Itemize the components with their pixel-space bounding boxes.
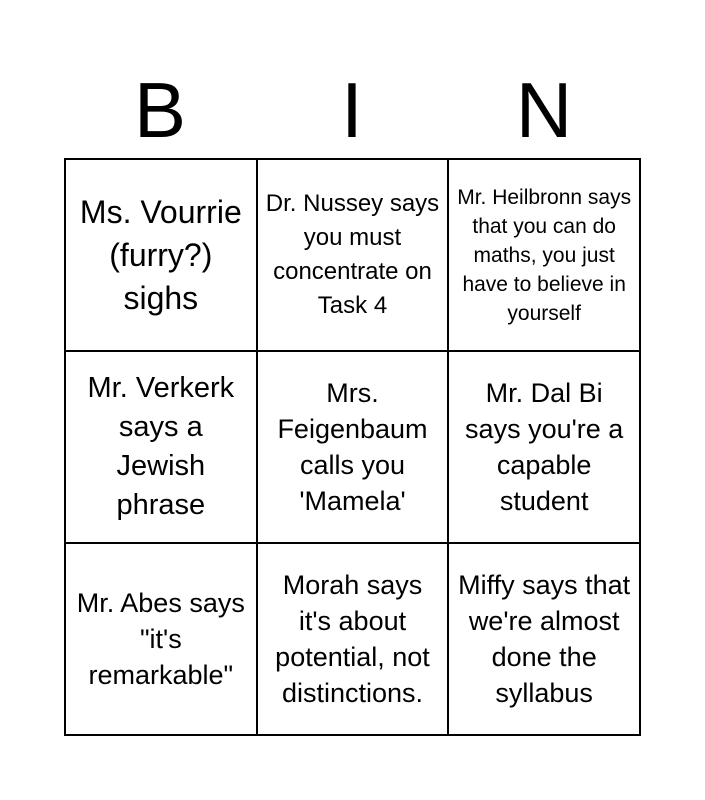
cell-text: Mr. Abes says "it's remarkable" <box>76 588 245 690</box>
bingo-board <box>64 158 641 736</box>
cell-text: Mr. Verkerk says a Jewish phrase <box>87 372 235 521</box>
cell-text: Mr. Dal Bi says you're a capable student <box>465 378 624 516</box>
bingo-cell-r2-c2[interactable] <box>258 352 450 544</box>
bingo-cell-r1-c3[interactable] <box>449 160 641 352</box>
cell-text: Miffy says that we're almost done the syllabus <box>458 570 631 708</box>
bingo-cell-r1-c1[interactable] <box>66 160 258 352</box>
bingo-cell-r3-c1[interactable] <box>66 544 258 736</box>
bingo-cell-r2-c3[interactable] <box>449 352 641 544</box>
header-letter-n: N <box>515 66 573 154</box>
bingo-cell-r3-c2[interactable] <box>258 544 450 736</box>
cell-text: Mrs. Feigenbaum calls you 'Mamela' <box>277 378 428 516</box>
cell-text: Ms. Vourrie (furry?) sighs <box>79 193 242 316</box>
bingo-cell-r1-c2[interactable] <box>258 160 450 352</box>
header-letter-b: B <box>133 66 187 154</box>
cell-text: Mr. Heilbronn says that you can do maths, you just have to believe in yourself <box>457 185 632 325</box>
bingo-header <box>64 62 641 158</box>
cell-text: Morah says it's about potential, not distinctions. <box>275 570 430 708</box>
bingo-cell-r3-c3[interactable] <box>449 544 641 736</box>
bingo-cell-r2-c1[interactable] <box>66 352 258 544</box>
header-letter-i: I <box>341 66 363 154</box>
cell-text: Dr. Nussey says you must concentrate on Task 4 <box>265 190 440 319</box>
